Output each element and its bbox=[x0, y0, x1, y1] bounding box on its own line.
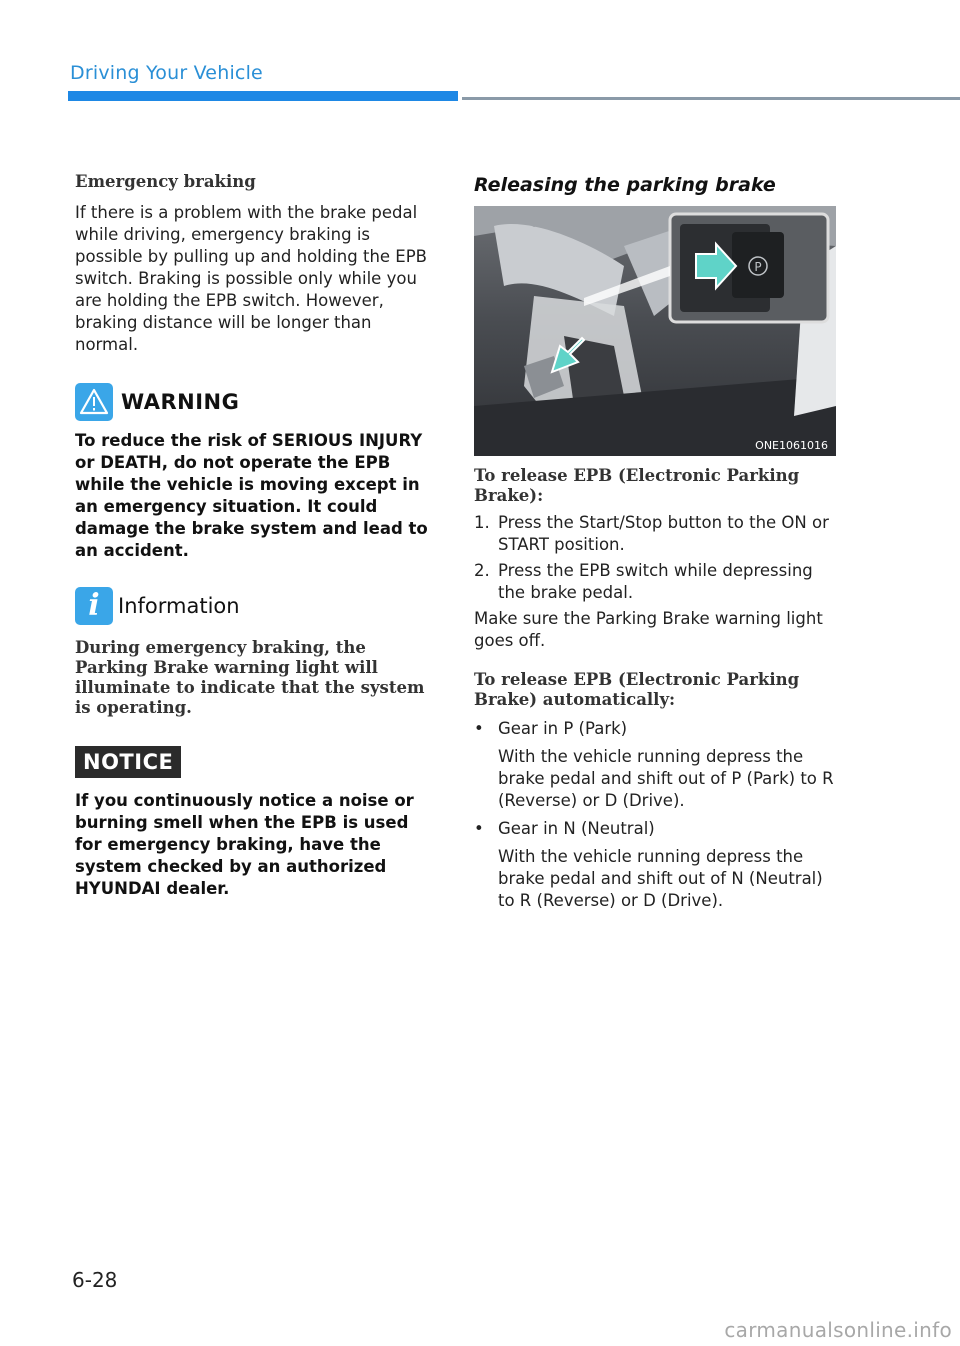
warning-header bbox=[75, 382, 437, 422]
list-item bbox=[474, 718, 840, 812]
bullet-text: With the vehicle running depress the brake pedal and shift out of N (Neutral) to R (Reverse) or D (Drive). bbox=[498, 847, 823, 910]
header-title: Driving Your Vehicle bbox=[70, 62, 263, 84]
release-heading: To release EPB (Electronic Parking Brake): bbox=[474, 466, 800, 505]
warning-label: WARNING bbox=[121, 390, 240, 414]
information-label: Information bbox=[118, 594, 240, 618]
section-title: Releasing the parking brake bbox=[474, 174, 776, 196]
bullet-heading: Gear in P (Park) bbox=[498, 719, 628, 738]
auto-release-heading: To release EPB (Electronic Parking Brake) automatically: bbox=[474, 670, 800, 709]
notice-badge: NOTICE bbox=[75, 746, 181, 778]
auto-release-list bbox=[474, 718, 840, 912]
step-text: Press the Start/Stop button to the ON or START position. bbox=[498, 513, 829, 554]
epb-figure bbox=[474, 206, 836, 456]
emergency-braking-heading: Emergency braking bbox=[75, 172, 256, 191]
watermark: carmanualsonline.info bbox=[724, 1318, 952, 1342]
left-column bbox=[75, 172, 437, 900]
list-item bbox=[474, 560, 840, 604]
figure-caption: ONE1061016 bbox=[755, 439, 828, 452]
page-number: 6-28 bbox=[72, 1268, 118, 1292]
epb-switch-symbol: P bbox=[754, 260, 762, 274]
information-text: During emergency braking, the Parking Brake warning light will illuminate to indicate that the system is operating. bbox=[75, 638, 425, 717]
right-column bbox=[474, 172, 840, 918]
warning-text: To reduce the risk of SERIOUS INJURY or DEATH, do not operate the EPB while the vehicle is moving except in an emergency situation. It could damage the brake system and lead to an accident. bbox=[75, 431, 428, 560]
list-item bbox=[474, 818, 840, 912]
information-header bbox=[75, 586, 437, 626]
epb-illustration bbox=[474, 206, 836, 456]
step-text: Press the EPB switch while depressing the brake pedal. bbox=[498, 561, 813, 602]
emergency-braking-body: If there is a problem with the brake pedal while driving, emergency braking is possible by pulling up and holding the EPB switch. Braking is possible only while you are holding the EPB switch. However, braking distance will be longer than normal. bbox=[75, 203, 427, 354]
make-sure-text: Make sure the Parking Brake warning light goes off. bbox=[474, 609, 823, 650]
header-rule-accent bbox=[68, 91, 458, 101]
warning-icon bbox=[75, 383, 113, 421]
bullet-icon: • bbox=[474, 719, 484, 738]
step-number: 1. bbox=[474, 513, 490, 532]
bullet-text: With the vehicle running depress the brake pedal and shift out of P (Park) to R (Reverse) or D (Drive). bbox=[498, 747, 834, 810]
step-number: 2. bbox=[474, 561, 490, 580]
list-item bbox=[474, 512, 840, 556]
header-rule bbox=[462, 97, 960, 100]
bullet-heading: Gear in N (Neutral) bbox=[498, 819, 655, 838]
bullet-icon: • bbox=[474, 819, 484, 838]
notice-text: If you continuously notice a noise or burning smell when the EPB is used for emergency braking, have the system checked by an authorized HYUNDAI dealer. bbox=[75, 791, 414, 898]
release-steps bbox=[474, 512, 840, 604]
information-icon: i bbox=[75, 587, 113, 625]
